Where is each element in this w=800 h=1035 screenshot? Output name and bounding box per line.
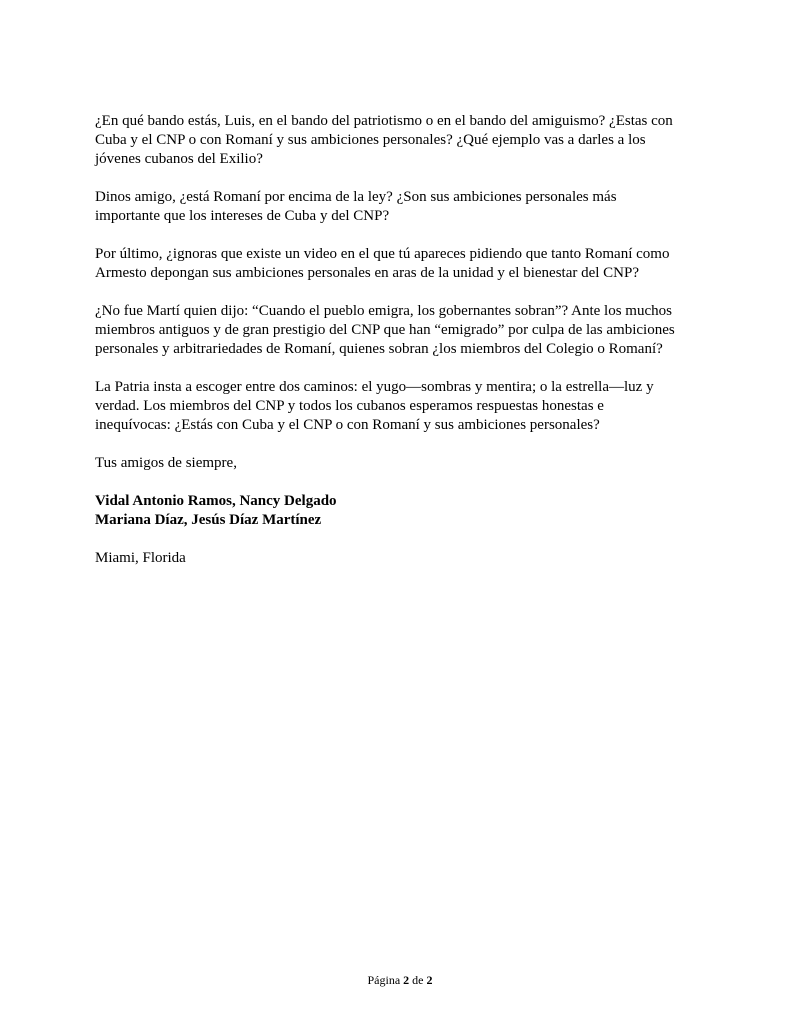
- signature-block: [95, 492, 715, 530]
- paragraph-3: [95, 245, 715, 283]
- total-pages-number: 2: [426, 973, 433, 987]
- paragraph-line: ¿En qué bando estás, Luis, en el bando del patriotismo o en el bando del amiguismo? ¿Estas con: [95, 113, 673, 129]
- paragraph-line: Por último, ¿ignoras que existe un video en el que tú apareces pidiendo que tanto Romaní como: [95, 246, 670, 262]
- paragraph-5: [95, 378, 715, 435]
- closing: [95, 454, 715, 473]
- signatory-line: Vidal Antonio Ramos, Nancy Delgado: [95, 493, 337, 509]
- paragraph-4: [95, 302, 715, 359]
- paragraph-line: Armesto depongan sus ambiciones personales en aras de la unidad y el bienestar del CNP?: [95, 265, 640, 281]
- paragraph-line: La Patria insta a escoger entre dos caminos: el yugo—sombras y mentira; o la estrella—luz y: [95, 379, 654, 395]
- paragraph-2: [95, 188, 715, 226]
- location-line: Miami, Florida: [95, 550, 186, 566]
- location: [95, 549, 715, 568]
- paragraph-line: miembros antiguos y de gran prestigio del CNP que han “emigrado” por culpa de las ambiciones: [95, 322, 675, 338]
- paragraph-line: Dinos amigo, ¿está Romaní por encima de la ley? ¿Son sus ambiciones personales más: [95, 189, 617, 205]
- paragraph-line: inequívocas: ¿Estás con Cuba y el CNP o con Romaní y sus ambiciones personales?: [95, 417, 600, 433]
- paragraph-line: jóvenes cubanos del Exilio?: [95, 151, 263, 167]
- paragraph-line: verdad. Los miembros del CNP y todos los cubanos esperamos respuestas honestas e: [95, 398, 604, 414]
- signatory-line: Mariana Díaz, Jesús Díaz Martínez: [95, 512, 322, 528]
- letter-body: [95, 112, 715, 587]
- paragraph-1: [95, 112, 715, 169]
- paragraph-line: ¿No fue Martí quien dijo: “Cuando el pueblo emigra, los gobernantes sobran”? Ante los muchos: [95, 303, 672, 319]
- paragraph-line: importante que los intereses de Cuba y del CNP?: [95, 208, 390, 224]
- page-footer: [0, 972, 800, 988]
- closing-line: Tus amigos de siempre,: [95, 455, 237, 471]
- paragraph-line: personales y arbitrariedades de Romaní, quienes sobran ¿los miembros del Colegio o Romaní?: [95, 341, 663, 357]
- paragraph-line: Cuba y el CNP o con Romaní y sus ambiciones personales? ¿Qué ejemplo vas a darles a los: [95, 132, 646, 148]
- of-word: de: [412, 973, 424, 987]
- page-word: Página: [367, 973, 401, 987]
- current-page-number: 2: [403, 973, 410, 987]
